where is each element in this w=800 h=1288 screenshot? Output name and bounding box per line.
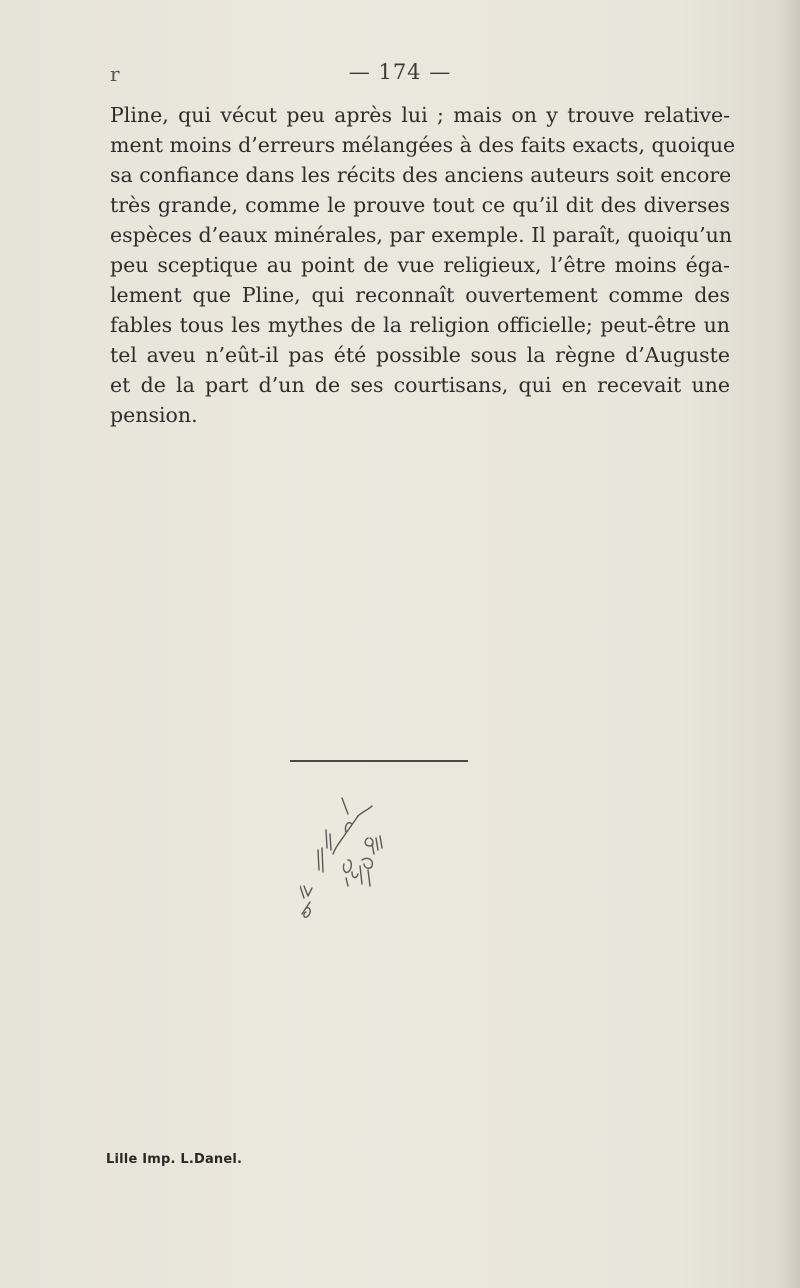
printer-imprint: Lille Imp. L.Danel. <box>106 1152 243 1167</box>
page-number: — 174 — <box>348 60 452 84</box>
text-line: sa confiance dans les récits des anciens auteurs soit encore <box>110 163 732 187</box>
text-line: tel aveu n’eût-il pas été possible sous la règne d’Auguste <box>110 343 730 367</box>
page-edge-shadow <box>778 0 800 1288</box>
handwritten-signature <box>300 790 430 930</box>
corner-mark: r <box>110 62 120 86</box>
text-line: ment moins d’erreurs mélangées à des faits exacts, quoique <box>110 133 736 157</box>
section-rule <box>290 760 468 762</box>
text-line: lement que Pline, qui reconnaît ouvertement comme des <box>110 283 730 307</box>
text-line: fables tous les mythes de la religion officielle; peut-être un <box>110 313 730 337</box>
text-line: espèces d’eaux minérales, par exemple. Il paraît, quoiqu’un <box>110 223 733 247</box>
text-line: très grande, comme le prouve tout ce qu’il dit des diverses <box>110 193 730 217</box>
text-line: et de la part d’un de ses courtisans, qui en recevait une <box>110 373 730 397</box>
body-paragraph <box>110 100 736 430</box>
text-line: pension. <box>110 403 198 427</box>
text-line: Pline, qui vécut peu après lui ; mais on y trouve relative- <box>110 103 730 127</box>
text-line: peu sceptique au point de vue religieux, l’être moins éga- <box>110 253 730 277</box>
